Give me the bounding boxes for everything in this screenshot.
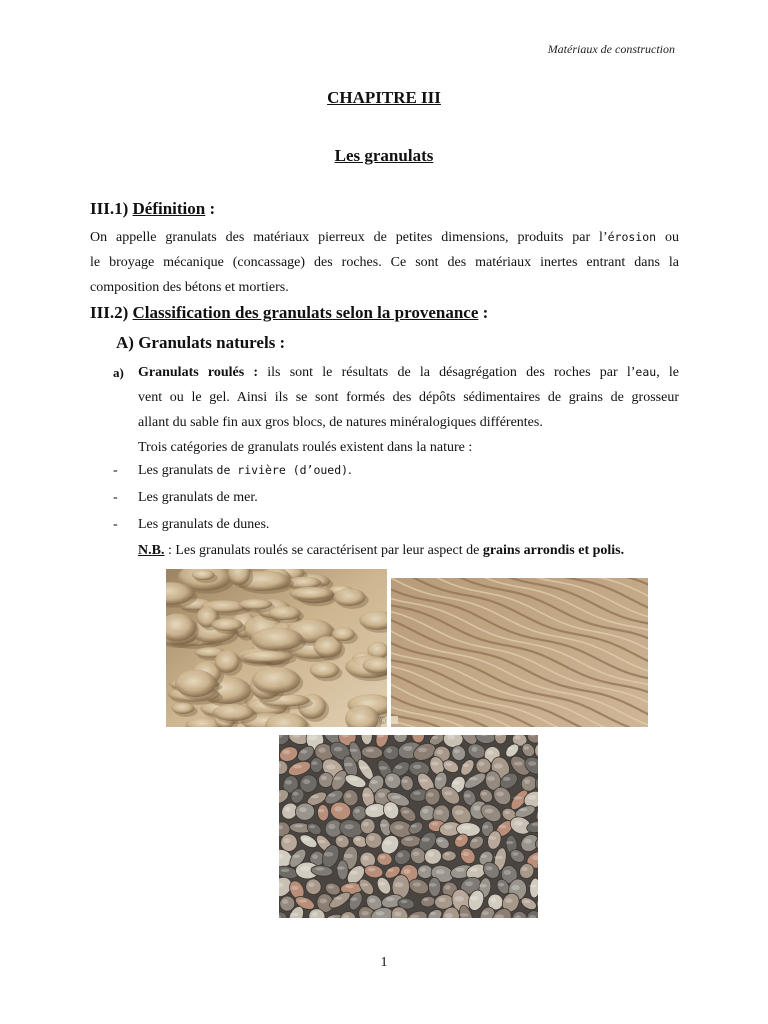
nb-emphasis: grains arrondis et polis. [482,543,625,558]
text-run: , le [656,365,680,380]
dunes-photo [166,569,387,727]
section-heading-definition [90,199,215,219]
section-heading-classification [90,303,488,323]
section-colon: : [478,303,489,322]
list-dash: - [113,490,118,505]
text-run: On appelle granulats des matériaux pierreux de petites dimensions, produits par l’ [90,230,608,245]
section-number: III.2) [90,303,129,322]
list-dash: - [113,517,118,532]
text-run-mono: érosion [607,230,657,244]
nb-text: : Les granulats roulés se caractérisent par leur aspect de [164,543,483,558]
list-item [113,463,352,479]
corner-mark: Ⓒ [379,717,386,725]
item-line: vent ou le gel. Ainsi ils se sont formés des dépôts sédimentaires de grains de grosseur [138,390,679,405]
pebbles-image [279,735,538,918]
text-run: Les granulats de mer. [138,490,258,505]
item-term: Granulats roulés : [138,365,259,380]
text-run: Les granulats de dunes. [138,517,270,532]
list-dash: - [113,463,118,478]
definition-paragraph [90,225,679,300]
page-number: 1 [380,955,388,970]
pebbles-photo [279,735,538,918]
section-colon: : [205,199,216,218]
list-item-body [138,360,679,460]
ripples-photo [391,578,648,727]
text-run: Les granulats [138,463,217,478]
running-header: Matériaux de construction [547,42,675,56]
section-title: Définition [132,199,206,218]
paragraph-line [90,225,679,250]
text-run-mono: eau [635,365,657,379]
list-item [113,517,269,533]
list-marker: a) [113,365,124,380]
nb-label: N.B. [138,543,165,558]
section-title: Classification des granulats selon la provenance [132,303,479,322]
text-run-mono: de rivière (d’oued) [216,463,349,477]
text-run: . [348,463,352,478]
chapter-subtitle: Les granulats [334,146,434,165]
item-line [138,360,679,385]
text-run: ou [656,230,679,245]
section-number: III.1) [90,199,129,218]
text-run: ils sont le résultats de la désagrégation des roches par l’ [258,365,636,380]
item-line: Trois catégories de granulats roulés existent dans la nature : [138,440,473,455]
ripples-image [391,578,648,727]
paragraph-line: composition des bétons et mortiers. [90,280,289,295]
item-line: allant du sable fin aux gros blocs, de natures minéralogiques différentes. [138,415,543,430]
chapter-title: CHAPITRE III [327,88,441,107]
subsection-heading-natural: A) Granulats naturels : [116,333,286,352]
paragraph-line: le broyage mécanique (concassage) des roches. Ce sont des matériaux inertes entrant dans la [90,255,679,270]
nota-bene [138,543,624,559]
list-item [113,490,258,506]
dunes-image [166,569,387,727]
